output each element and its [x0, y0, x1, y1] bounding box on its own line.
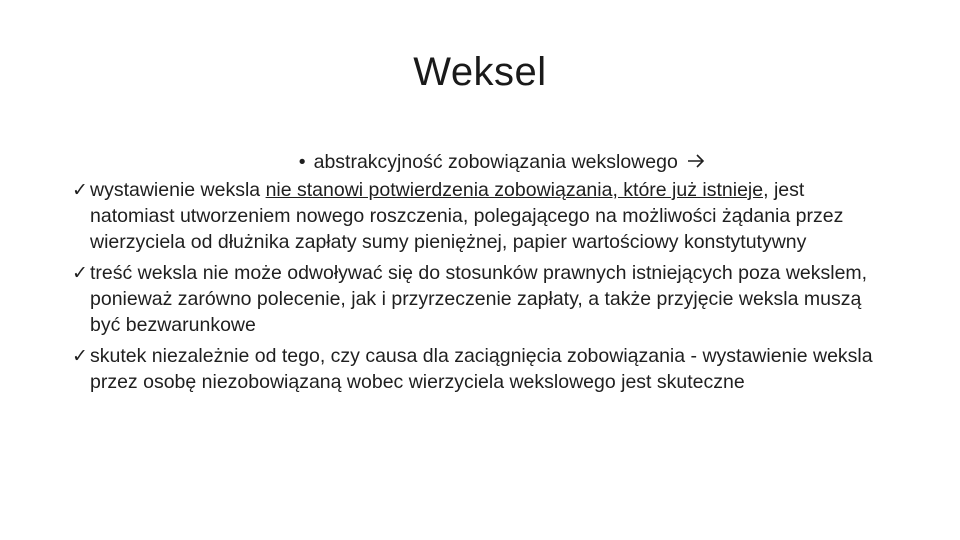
intro-bullet	[72, 150, 892, 176]
item-2-text: treść weksla nie może odwoływać się do stosunków prawnych istniejących poza wekslem, ponieważ zarówno polecenie, jak i przyrzeczenie zapłaty, a także przyjęcie weksla muszą być bezwarunkowe	[90, 261, 868, 336]
slide-title: Weksel	[413, 50, 547, 94]
list-item	[72, 261, 892, 339]
check-icon: ✓	[72, 180, 88, 202]
check-icon: ✓	[72, 262, 88, 284]
bullet-icon: •	[298, 151, 306, 174]
item-1-post: jest natomiast utworzeniem nowego roszczenia, polegającego na możliwości żądania przez wierzyciela od dłużnika zapłaty sumy pieniężnej, papier wartościowy konstytutywny	[90, 179, 844, 253]
list-item	[72, 178, 892, 256]
list-item	[72, 344, 892, 396]
check-icon: ✓	[72, 345, 88, 367]
intro-text: abstrakcyjność zobowiązania wekslowego	[313, 151, 678, 174]
slide-body	[72, 150, 892, 400]
item-1-underlined: nie stanowi potwierdzenia zobowiązania, które już istnieje,	[265, 179, 769, 202]
item-3-text: skutek niezależnie od tego, czy causa dla zaciągnięcia zobowiązania - wystawienie weksla przez osobę niezobowiązaną wobec wierzyciela wekslowego jest skuteczne	[90, 344, 873, 393]
arrow-right-icon	[687, 150, 705, 176]
item-1-pre: wystawienie weksla	[90, 179, 266, 202]
